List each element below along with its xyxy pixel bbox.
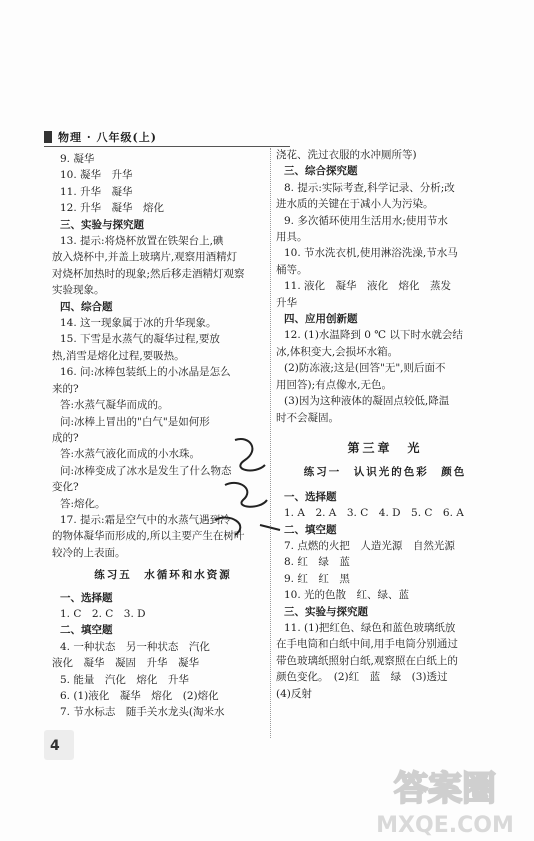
answer-line: 较冷的上表面。 xyxy=(52,546,126,559)
answer-line: 用具。 xyxy=(276,231,308,244)
answer-line: 4. 一种状态 另一种状态 汽化 xyxy=(60,640,210,653)
page-number: 4 xyxy=(50,738,60,754)
answer-line: 的物体凝华而形成的,所以主要产生在树叶 xyxy=(52,530,245,543)
handwriting-scribble xyxy=(205,430,295,550)
answer-line: 17. 提示:霜是空气中的水蒸气遇到冷 xyxy=(60,513,231,526)
answer-line: 热,消雪是熔化过程,要吸热。 xyxy=(52,349,185,362)
answer-line: 15. 下雪是水蒸气的凝华过程,要放 xyxy=(60,333,220,346)
answer-line: 9. 多次循环使用生活用水;使用节水 xyxy=(284,214,448,227)
answer-line: 7. 节水标志 随手关水龙头(淘米水 xyxy=(60,706,225,719)
section-heading: 三、综合探究题 xyxy=(284,165,358,178)
exercise-title: 练习一 认识光的色彩 颜色 xyxy=(303,466,467,479)
answer-line: 11. 液化 凝华 液化 熔化 蒸发 xyxy=(284,280,452,293)
answer-line: (3)因为这种液体的凝固点较低,降温 xyxy=(284,395,450,408)
answer-line: 液化 凝华 凝固 升华 凝华 xyxy=(52,657,199,670)
watermark-line2: MXQE.COM xyxy=(376,813,514,838)
answer-line: 9. 红 红 黑 xyxy=(284,572,350,585)
answer-line: (2)防冻液;这是(回答"无",则后面不 xyxy=(284,362,446,375)
running-header xyxy=(44,128,290,146)
answer-line: 答:熔化。 xyxy=(60,497,106,510)
answer-line: 对烧杯加热时的现象;然后移走酒精灯观察 xyxy=(52,267,245,280)
header-marker xyxy=(44,131,52,143)
section-heading: 三、实验与探究题 xyxy=(60,218,144,231)
answer-line: 11. (1)把红色、绿色和蓝色玻璃纸放 xyxy=(284,621,456,634)
answer-line: 成的? xyxy=(52,431,79,444)
header-rule xyxy=(44,146,290,147)
answer-line: 16. 问:冰棒包装纸上的小冰晶是怎么 xyxy=(60,366,231,379)
answer-line: 10. 凝华 升华 xyxy=(60,169,133,182)
answer-line: 12. (1)水温降到 0 ℃ 以下时水就会结 xyxy=(284,329,463,342)
answer-line: 放入烧杯中,并盖上玻璃片,观察用酒精灯 xyxy=(52,251,238,264)
answer-line: 进水质的关键在于减小人为污染。 xyxy=(276,198,434,211)
answer-line: 颜色变化。 (2)红 蓝 绿 (3)透过 xyxy=(276,671,448,684)
header-title: 物理 · 八年级(上) xyxy=(58,131,157,144)
answer-line: 在手电筒和白纸中间,用手电筒分别通过 xyxy=(276,638,458,651)
answer-line: 带色玻璃纸照射白纸,观察照在白纸上的 xyxy=(276,654,458,667)
section-heading: 二、填空题 xyxy=(284,523,337,536)
answer-line: 11. 升华 凝华 xyxy=(60,185,133,198)
answer-line: 问:冰棒变成了冰水是发生了什么物态 xyxy=(60,464,232,477)
chapter-title: 第三章 光 xyxy=(347,440,423,455)
answer-line: 时不会凝固。 xyxy=(276,411,339,424)
section-heading: 四、综合题 xyxy=(60,300,113,313)
right-column xyxy=(276,147,494,702)
answer-line: 13. 提示:将烧杯放置在铁架台上,碘 xyxy=(60,235,224,248)
answer-line: 10. 光的色散 红、绿、蓝 xyxy=(284,589,410,602)
answer-line: (4)反射 xyxy=(276,687,312,700)
answer-line: 1. A 2. A 3. C 4. D 5. C 6. A xyxy=(284,507,464,520)
answer-line: 桶等。 xyxy=(276,263,308,276)
answer-line: 8. 红 绿 蓝 xyxy=(284,556,350,569)
answer-line: 7. 点燃的火把 人造光源 自然光源 xyxy=(284,539,455,552)
answer-line: 8. 提示:实际考查,科学记录、分析;改 xyxy=(284,181,455,194)
answer-line: 12. 升华 凝华 熔化 xyxy=(60,202,165,215)
section-heading: 一、选择题 xyxy=(60,591,113,604)
answer-line: 答:水蒸气凝华而成的。 xyxy=(60,399,169,412)
section-heading: 一、选择题 xyxy=(284,490,337,503)
answer-line: 冰,体积变大,会损坏水箱。 xyxy=(276,345,399,358)
watermark-logo xyxy=(365,760,525,840)
answer-line: 10. 节水洗衣机,使用淋浴洗澡,节水马 xyxy=(284,247,458,260)
answer-line: 实验现象。 xyxy=(52,284,105,297)
answer-line: 答:水蒸气液化而成的小水珠。 xyxy=(60,448,201,461)
section-heading: 三、实验与探究题 xyxy=(284,605,368,618)
answer-line: 浇花、洗过衣服的水冲厕所等) xyxy=(276,149,417,161)
exercise-title: 练习五 水循环和水资源 xyxy=(94,569,232,582)
section-heading: 二、填空题 xyxy=(60,624,113,637)
answer-line: 9. 凝华 xyxy=(60,153,95,165)
answer-line: 5. 能量 汽化 熔化 升华 xyxy=(60,673,189,686)
answer-line: 1. C 2. C 3. D xyxy=(60,607,146,620)
answer-line: 用回答);有点像水,无色。 xyxy=(276,378,392,391)
answer-line: 变化? xyxy=(52,481,79,494)
watermark-line1: 答案圈 xyxy=(394,769,496,809)
answer-line: 14. 这一现象属于冰的升华现象。 xyxy=(60,317,217,330)
answer-line: 问:冰棒上冒出的"白气"是如何形 xyxy=(60,415,210,428)
section-heading: 四、应用创新题 xyxy=(284,313,358,326)
answer-line: 6. (1)液化 凝华 熔化 (2)熔化 xyxy=(60,690,219,702)
answer-line: 来的? xyxy=(52,382,79,395)
answer-line: 升华 xyxy=(276,296,297,309)
